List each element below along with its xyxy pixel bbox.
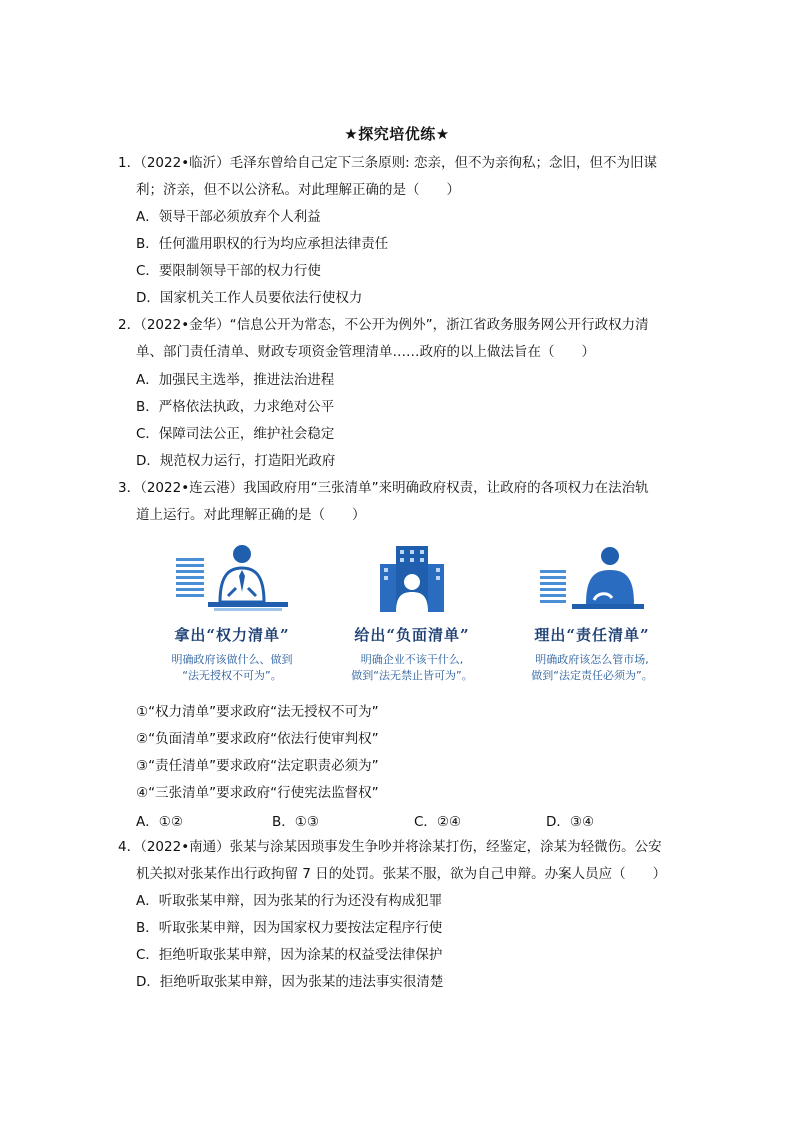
q3-choice-a[interactable]: A．①② — [136, 814, 183, 830]
responsibility-list-desc-line2: 做到“法定责任必须为”。 — [531, 669, 653, 682]
figure-panel-power-list — [142, 542, 322, 692]
responsibility-list-description — [502, 652, 682, 684]
official-desk-icon — [172, 542, 292, 614]
power-list-caption: 拿出“权力清单” — [174, 626, 290, 644]
city-building-icon — [352, 542, 472, 614]
negative-list-caption: 给出“负面清单” — [354, 626, 470, 644]
q4-stem-line1: 4．（2022•南通）张某与涂某因琐事发生争吵并将涂某打伤，经鉴定，涂某为轻微伤。公安 — [118, 839, 662, 855]
q3-statement-3: ③“责任清单”要求政府“法定职责必须为” — [136, 758, 379, 774]
q3-statement-4: ④“三张清单”要求政府“行使宪法监督权” — [136, 785, 379, 801]
power-list-desc-line1: 明确政府该做什么、做到 — [171, 653, 293, 666]
q2-option-c[interactable]: C．保障司法公正，维护社会稳定 — [136, 426, 335, 442]
negative-list-desc-line2: 做到“法无禁止皆可为”。 — [351, 669, 473, 682]
person-desk-icon — [532, 542, 652, 614]
q2-option-d[interactable]: D．规范权力运行，打造阳光政府 — [136, 453, 336, 469]
q3-choices — [136, 810, 656, 830]
q3-stem-line2: 道上运行。对此理解正确的是（ ） — [136, 507, 366, 523]
q2-option-b[interactable]: B．严格依法执政，力求绝对公平 — [136, 399, 335, 415]
q2-stem-line2: 单、部门责任清单、财政专项资金管理清单……政府的以上做法旨在（ ） — [136, 344, 595, 360]
negative-list-description — [322, 652, 502, 684]
q2-option-a[interactable]: A．加强民主选举，推进法治进程 — [136, 372, 335, 388]
negative-list-desc-line1: 明确企业不该干什么, — [360, 653, 464, 666]
q1-option-d[interactable]: D．国家机关工作人员要依法行使权力 — [136, 290, 363, 306]
power-list-description — [142, 652, 322, 684]
figure-panel-negative-list — [322, 542, 502, 692]
q4-option-a[interactable]: A．听取张某申辩，因为张某的行为还没有构成犯罪 — [136, 893, 443, 909]
q3-choice-d[interactable]: D．③④ — [546, 814, 595, 830]
q3-choice-b[interactable]: B．①③ — [272, 814, 319, 830]
power-list-desc-line2: “法无授权不可为”。 — [182, 669, 282, 682]
q2-stem-line1: 2．（2022•金华）“信息公开为常态，不公开为例外”，浙江省政务服务网公开行政权力清 — [118, 317, 649, 333]
q1-option-b[interactable]: B．任何滥用职权的行为均应承担法律责任 — [136, 236, 389, 252]
q1-option-c[interactable]: C．要限制领导干部的权力行使 — [136, 263, 321, 279]
responsibility-list-caption: 理出“责任清单” — [534, 626, 650, 644]
q3-stem-line1: 3．（2022•连云港）我国政府用“三张清单”来明确政府权责，让政府的各项权力在法治轨 — [118, 480, 649, 496]
section-title: ★探究培优练★ — [344, 125, 450, 143]
q4-option-d[interactable]: D．拒绝听取张某申辩，因为张某的违法事实很清楚 — [136, 974, 444, 990]
q1-stem-line1: 1．（2022•临沂）毛泽东曾给自己定下三条原则: 恋亲，但不为亲徇私；念旧，但不为旧谋 — [118, 155, 657, 171]
q3-statement-1: ①“权力清单”要求政府“法无授权不可为” — [136, 704, 379, 720]
three-lists-figure — [142, 542, 682, 692]
q3-statement-2: ②“负面清单”要求政府“依法行使审判权” — [136, 731, 379, 747]
q3-choice-c[interactable]: C．②④ — [414, 814, 462, 830]
responsibility-list-desc-line1: 明确政府该怎么管市场, — [535, 653, 649, 666]
q4-stem-line2: 机关拟对张某作出行政拘留 7 日的处罚。张某不服，欲为自己申辩。办案人员应（ ） — [136, 866, 667, 882]
figure-panel-responsibility-list — [502, 542, 682, 692]
q4-option-c[interactable]: C．拒绝听取张某申辩，因为涂某的权益受法律保护 — [136, 947, 443, 963]
q1-stem-line2: 利；济亲，但不以公济私。对此理解正确的是（ ） — [136, 182, 460, 198]
q4-option-b[interactable]: B．听取张某申辩，因为国家权力要按法定程序行使 — [136, 920, 443, 936]
q1-option-a[interactable]: A．领导干部必须放弃个人利益 — [136, 209, 321, 225]
